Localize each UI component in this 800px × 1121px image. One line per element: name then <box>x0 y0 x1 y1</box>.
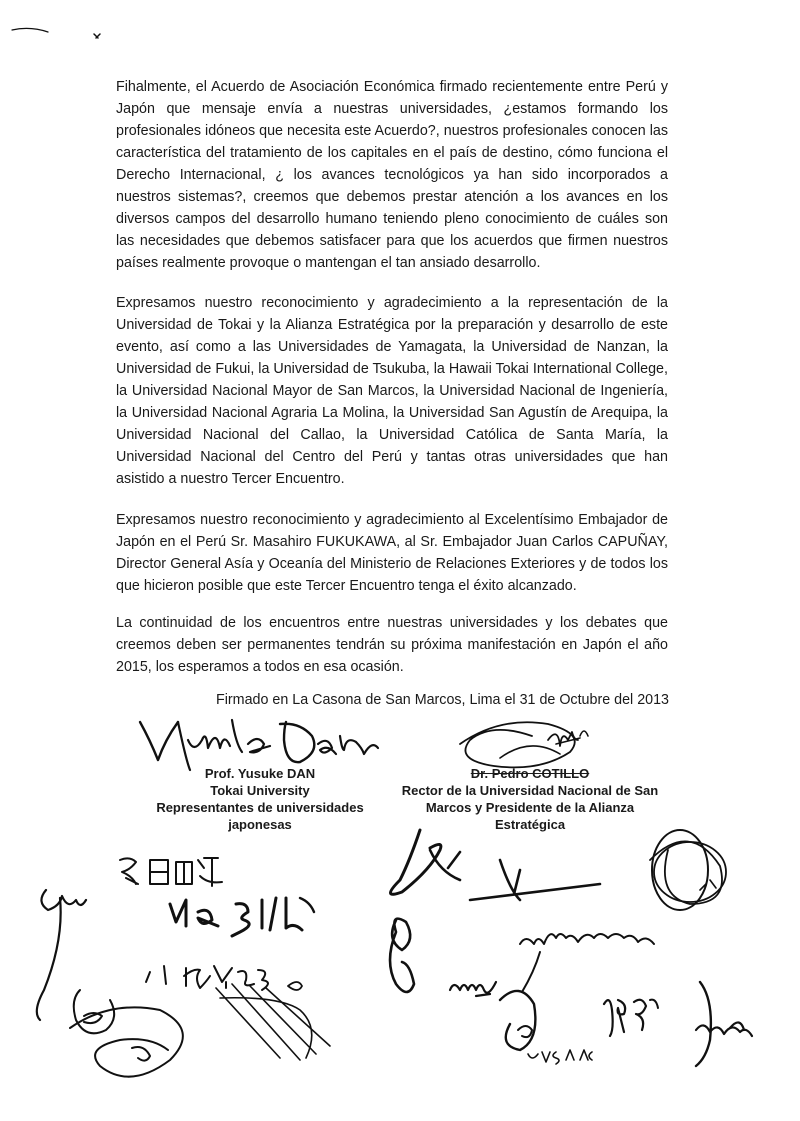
paragraph-acknowledgement-ambassador: Expresamos nuestro reconocimiento y agradecimiento al Excelentísimo Embajador de Japón en el Perú Sr. Masahiro FUKUKAWA, al Sr. Embajador Juan Carlos CAPUÑAY, Director General Asía y Oceanía del Ministerio de Relaciones Exteriores y de todos los que hicieron posible que este Tercer Encuentro tenga el éxito alcanzado. <box>116 512 668 594</box>
signature-kanji-2 <box>170 898 314 936</box>
signatory-left-institution: Tokai University <box>210 783 310 798</box>
signatory-right <box>380 765 680 833</box>
signature-pedro-cotillo <box>460 722 588 767</box>
paragraph-acknowledgement-universities: Expresamos nuestro reconocimiento y agradecimiento a la representación de la Universidad de Tokai y la Alianza Estratégica por la preparación y desarrollo de este evento, así como a las Universidades de Yamagata, la Universidad de Nanzan, la Universidad de Fukui, la Universidad de Tsukuba, la Hawaii Tokai International College, la Universidad Nacional Mayor de San Marcos, la Universidad Nacional de Ingeniería, la Universidad Nacional Agraria La Molina, la Universidad San Agustín de Arequipa, la Universidad Nacional del Callao, la Universidad Católica de Santa María, la Universidad Nacional del Centro del Perú y tantas otras universidades que han asistido a nuestro Tercer Encuentro. <box>116 295 668 487</box>
signature-circle-scribble <box>650 830 726 910</box>
signed-place-date: Firmado en La Casona de San Marcos, Lima el 31 de Octubre del 2013 <box>216 692 669 708</box>
signatory-left-role-2: japonesas <box>228 817 292 832</box>
signature-hatch <box>216 982 330 1060</box>
stray-mark <box>12 28 48 32</box>
signatory-right-role-3: Estratégica <box>494 817 566 832</box>
signature-centre <box>390 830 600 1050</box>
signatory-right-role-2: Marcos y Presidente de la Alianza <box>425 800 635 815</box>
signature-cursive-right <box>520 934 654 992</box>
signatory-left <box>140 765 380 833</box>
signature-left-column <box>37 890 183 1077</box>
paragraph-continuity: La continuidad de los encuentros entre nuestras universidades y los debates que creemos deben ser permanentes tendrán su próxima manifestación en Japón el año 2015, los esperamos a todos en esa ocasión. <box>116 615 668 675</box>
signature-yusuke-dan <box>140 720 378 770</box>
paragraph-conclusion: Fihalmente, el Acuerdo de Asociación Económica firmado recientemente entre Perú y Japón que mensaje envía a nuestras universidades, ¿estamos formando los profesionales idóneos que necesita este Acuerdo?, nuestros profesionales conocen las característica del tratamiento de los capitales en el país de destino, cómo funciona el Derecho Internacional, ¿ los avances tecnológicos ya han sido incorporados a nuestros sistemas?, creemos que debemos prestar atención a los avances en los diversos campos del desarrollo humano teniendo pleno conocimiento de cuáles son las necesidades que debemos satisfacer para que los acuerdos que firmen nuestros países realmente provoque o mantengan el tan ansiado desarrollo. <box>116 79 668 271</box>
stamp-unsaac <box>528 1050 592 1064</box>
signatory-right-role-1: Rector de la Universidad Nacional de San <box>401 783 659 798</box>
signature-right-column <box>604 982 752 1066</box>
signature-kanji-3 <box>146 966 268 990</box>
signature-kanji-1 <box>120 858 222 886</box>
signatory-left-name: Prof. Yusuke DAN <box>204 766 316 781</box>
signatory-left-role-1: Representantes de universidades <box>156 800 364 815</box>
signatory-right-name: Dr. Pedro COTILLO <box>470 766 590 781</box>
stray-mark <box>94 34 100 38</box>
